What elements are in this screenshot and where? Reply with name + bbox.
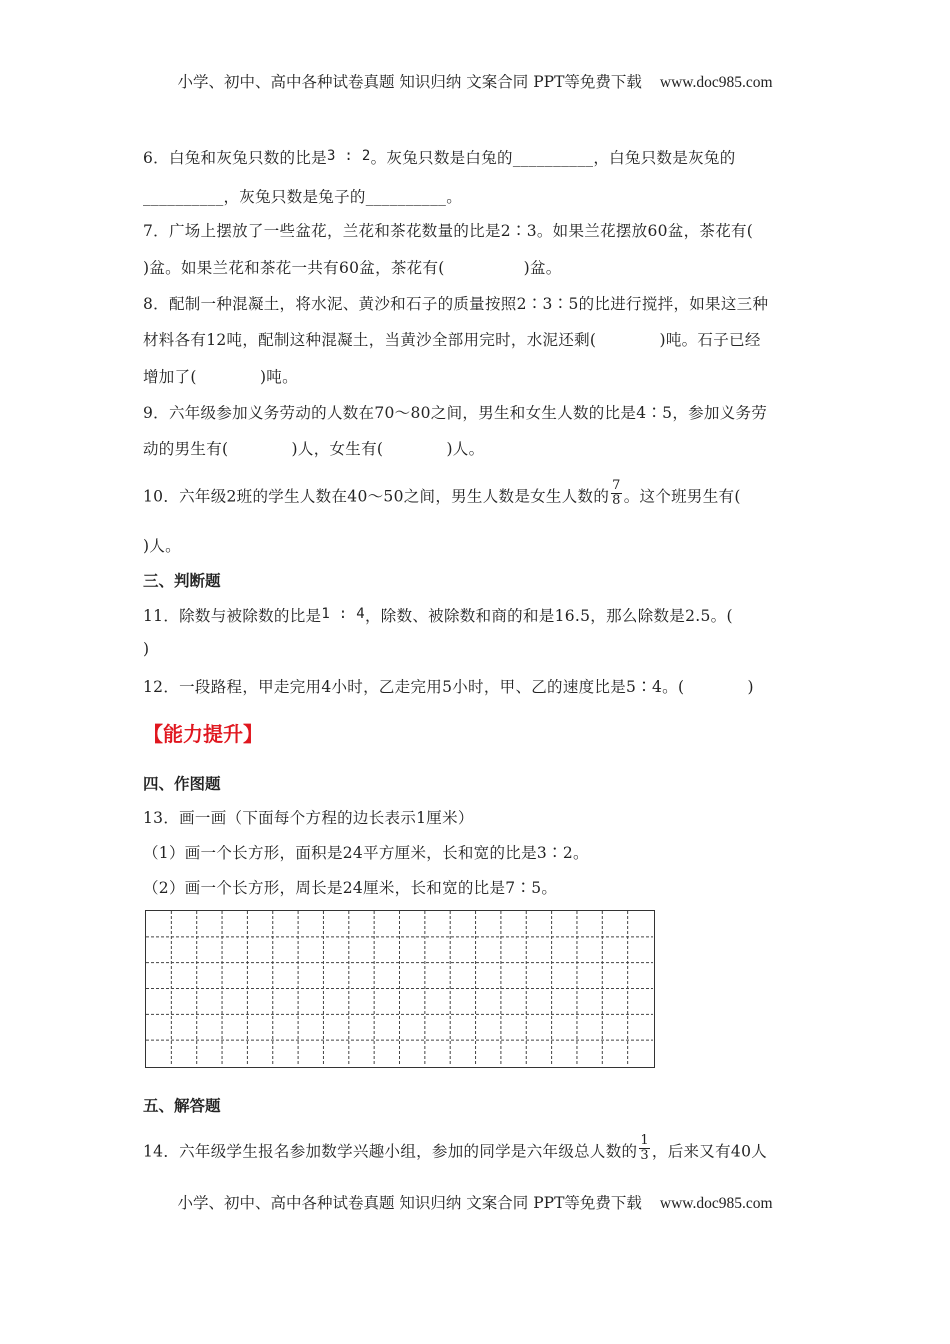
question-9-line-1: 9．六年级参加义务劳动的人数在70～80之间，男生和女生人数的比是4∶5，参加义务劳 — [143, 404, 768, 422]
header-url[interactable]: www.doc985.com — [659, 74, 773, 91]
question-11-line-1: 11．除数与被除数的比是1 : 4，除数、被除数和商的和是16.5，那么除数是2.5。( — [143, 606, 733, 625]
page-header — [0, 70, 950, 92]
section-3-title: 三、判断题 — [143, 572, 221, 590]
question-8-line-2: 材料各有12吨，配制这种混凝土，当黄沙全部用完时，水泥还剩( )吨。石子已经 — [143, 331, 761, 349]
drawing-grid — [145, 910, 655, 1068]
question-9-line-2: 动的男生有( )人，女生有( )人。 — [143, 440, 485, 458]
question-7-line-2: )盆。如果兰花和茶花一共有60盆，茶花有( )盆。 — [143, 259, 562, 277]
question-14-line-1: 14．六年级学生报名参加数学兴趣小组，参加的同学是六年级总人数的 $\frac{1}{3}$ ，后来又有40人 — [143, 1133, 768, 1163]
fraction-1-3: $\frac{1}{3}$ — [640, 1133, 649, 1163]
question-8-line-3: 增加了( )吨。 — [143, 368, 298, 386]
ability-heading: 【能力提升】 — [143, 722, 263, 746]
question-10-line-2: )人。 — [143, 537, 181, 555]
section-4-title: 四、作图题 — [143, 775, 221, 793]
question-12: 12．一段路程，甲走完用4小时，乙走完用5小时，甲、乙的速度比是5∶4。( ) — [143, 678, 754, 696]
fraction-7-8: $\frac{7}{8}$ — [612, 478, 621, 508]
question-8-line-1: 8．配制一种混凝土，将水泥、黄沙和石子的质量按照2∶3∶5的比进行搅拌，如果这三种 — [143, 295, 769, 313]
question-13-line-1: 13．画一画（下面每个方程的边长表示1厘米） — [143, 809, 474, 827]
question-7-line-1: 7．广场上摆放了一些盆花，兰花和茶花数量的比是2∶3。如果兰花摆放60盆，茶花有( — [143, 222, 754, 240]
question-11-line-2: ) — [143, 640, 150, 658]
page-footer — [0, 1191, 950, 1213]
footer-url[interactable]: www.doc985.com — [659, 1195, 773, 1212]
question-13-line-2: （1）画一个长方形，面积是24平方厘米，长和宽的比是3∶2。 — [143, 844, 589, 862]
question-10-line-1: 10．六年级2班的学生人数在40～50之间，男生人数是女生人数的 $\frac{7}{8}$ 。这个班男生有( — [143, 478, 741, 508]
footer-text: 小学、初中、高中各种试卷真题 知识归纳 文案合同 PPT等免费下载 — [177, 1194, 642, 1212]
question-6-line-1: 6．白兔和灰兔只数的比是3 : 2。灰兔只数是白兔的__________，白兔只数是灰兔的 — [143, 148, 736, 167]
question-13-line-3: （2）画一个长方形，周长是24厘米，长和宽的比是7∶5。 — [143, 879, 558, 897]
ratio-1-4: 1 : 4 — [321, 606, 365, 622]
header-text: 小学、初中、高中各种试卷真题 知识归纳 文案合同 PPT等免费下载 — [177, 73, 642, 91]
question-6-line-2: __________，灰兔只数是兔子的__________。 — [143, 188, 463, 206]
section-5-title: 五、解答题 — [143, 1097, 221, 1115]
ratio-3-2: 3 : 2 — [326, 148, 371, 164]
